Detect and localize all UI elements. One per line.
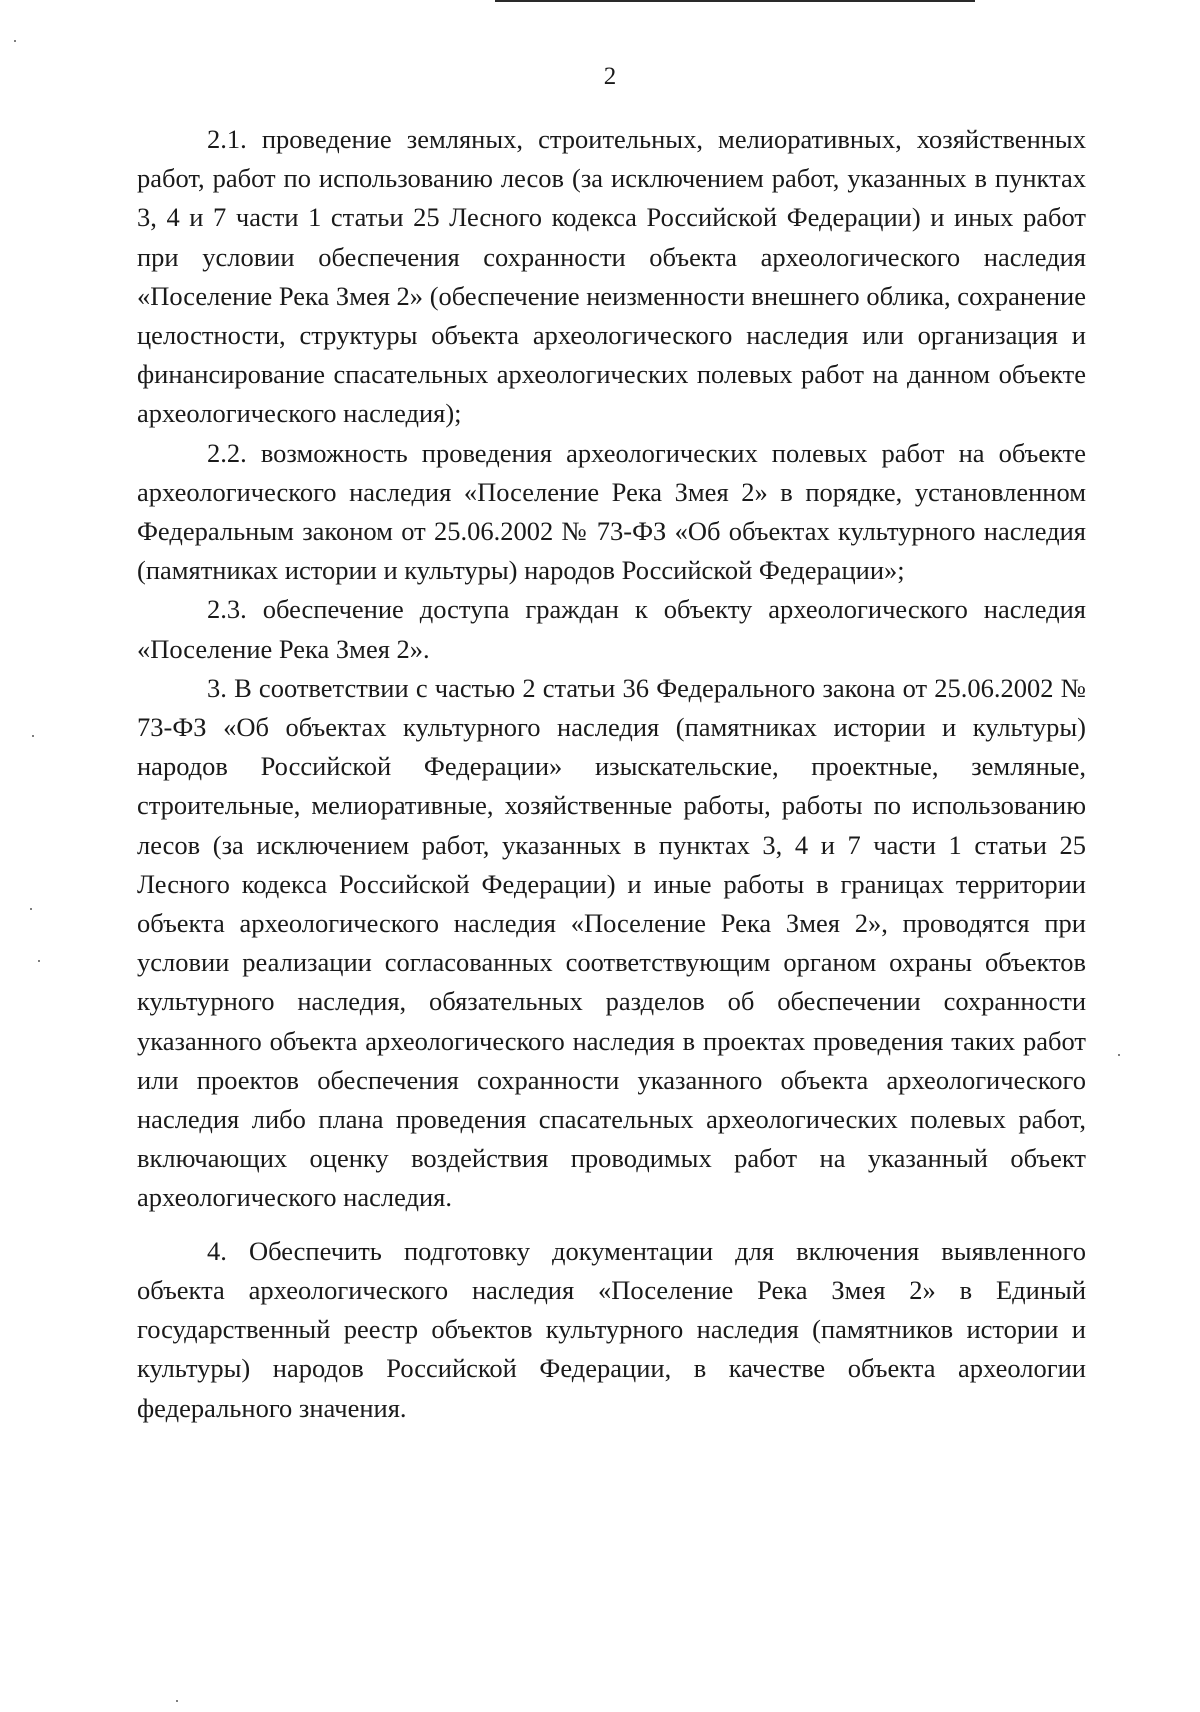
- scan-speck: [1118, 1054, 1120, 1056]
- paragraph-3: 3. В соответствии с частью 2 статьи 36 Федерального закона от 25.06.2002 № 73-ФЗ «Об объектах культурного наследия (памятниках истории и культуры) народов Российской Федерации» изыскательские, проектные, земляные, строительные, мелиоративные, хозяйственные работы, работы по использованию лесов (за исключением работ, указанных в пунктах 3, 4 и 7 части 1 статьи 25 Лесного кодекса Российской Федерации) и иные работы в границах территории объекта археологического наследия «Поселение Река Змея 2», проводятся при условии реализации согласованных соответствующим органом охраны объектов культурного наследия, обязательных разделов об обеспечении сохранности указанного объекта археологического наследия в проектах проведения таких работ или проектов обеспечения сохранности указанного объекта археологического наследия либо плана проведения спасательных археологических полевых работ, включающих оценку воздействия проводимых работ на указанный объект археологического наследия.: [137, 672, 1086, 1213]
- scan-speck: [176, 1700, 178, 1702]
- paragraph-4: 4. Обеспечить подготовку документации для включения выявленного объекта археологического наследия «Поселение Река Змея 2» в Единый государственный реестр объектов культурного наследия (памятников истории и культуры) народов Российской Федерации, в качестве объекта археологии федерального значения.: [137, 1235, 1086, 1423]
- scan-speck: [38, 960, 40, 962]
- scan-edge-line: [495, 0, 975, 2]
- scan-speck: [32, 735, 34, 737]
- page-number: 2: [603, 63, 617, 90]
- paragraph-2-3: 2.3. обеспечение доступа граждан к объекту археологического наследия «Поселение Река Змея 2».: [137, 594, 1086, 664]
- scan-speck: [30, 908, 32, 910]
- paragraph-2-1: 2.1. проведение земляных, строительных, мелиоративных, хозяйственных работ, работ по использованию лесов (за исключением работ, указанных в пунктах 3, 4 и 7 части 1 статьи 25 Лесного кодекса Российской Федерации) и иных работ при условии обеспечения сохранности объекта археологического наследия «Поселение Река Змея 2» (обеспечение неизменности внешнего облика, сохранение целостности, структуры объекта археологического наследия или организация и финансирование спасательных археологических полевых работ на данном объекте археологического наследия);: [137, 124, 1086, 429]
- scan-speck: [14, 40, 16, 42]
- document-body: [137, 120, 1086, 1428]
- paragraph-2-2: 2.2. возможность проведения археологических полевых работ на объекте археологического наследия «Поселение Река Змея 2» в порядке, установленном Федеральным законом от 25.06.2002 № 73-ФЗ «Об объектах культурного наследия (памятниках истории и культуры) народов Российской Федерации»;: [137, 437, 1086, 586]
